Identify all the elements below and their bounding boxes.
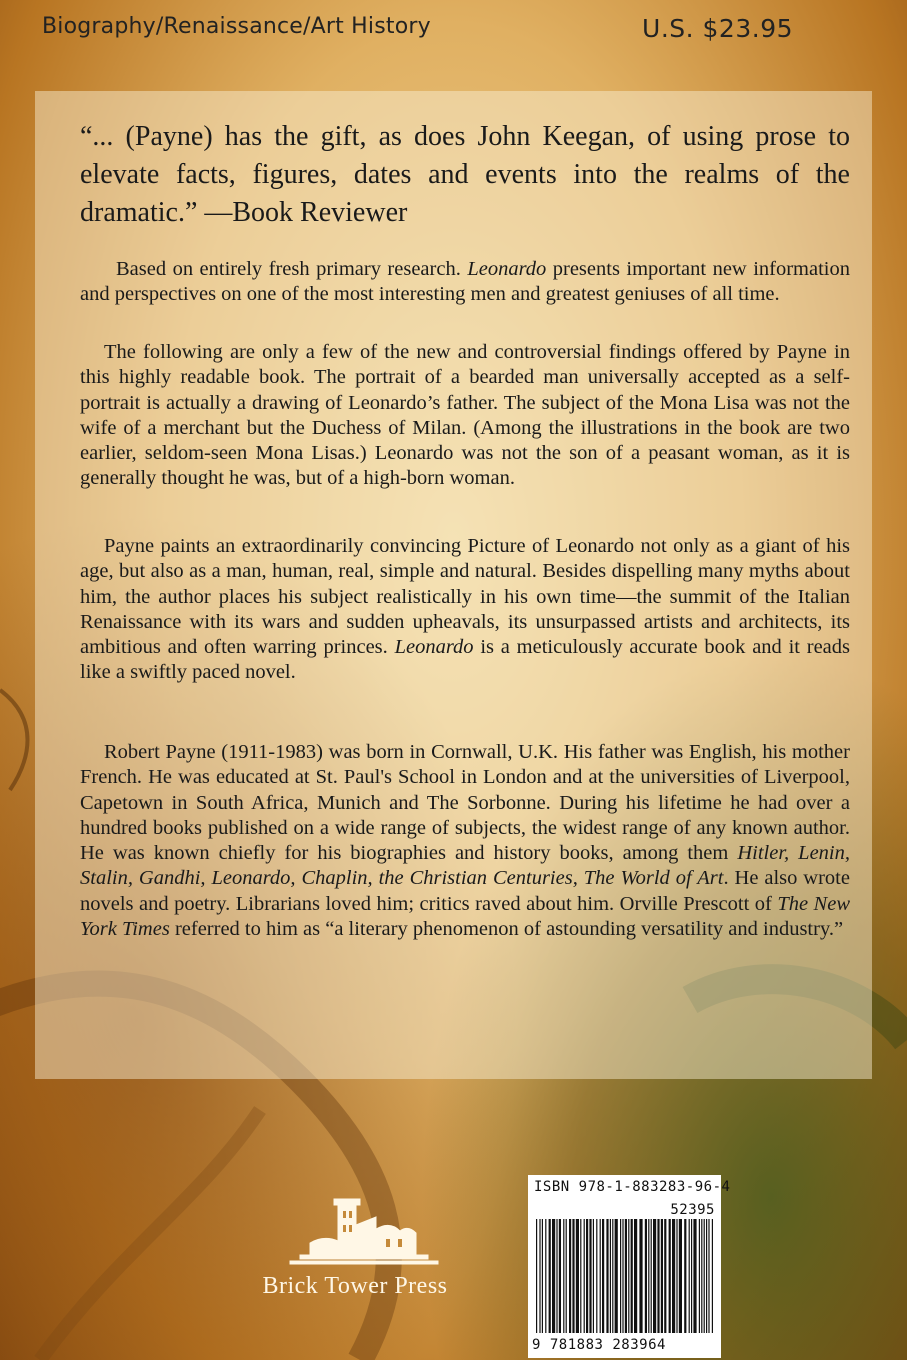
category-label: Biography/Renaissance/Art History <box>42 14 431 39</box>
barcode-bars <box>536 1219 714 1337</box>
isbn-barcode <box>528 1175 731 1358</box>
p3-title-italic: Leonardo <box>394 636 474 659</box>
review-quote: “... (Payne) has the gift, as does John Keegan, of using prose to elevate facts, figures, dates and events into the realms of the dramatic.” —Book Reviewer <box>80 121 850 228</box>
barcode-digits: 9 781883 283964 <box>532 1337 666 1353</box>
p1-title-italic: Leonardo <box>467 258 547 280</box>
p4-text-c: referred to him as “a literary phenomenon of astounding versatility and industry.” <box>169 918 844 941</box>
description-paragraph-2: The following are only a few of the new and controversial findings offered by Payne in this highly readable book. The portrait of a bearded man universally accepted as a self-portrait is actually a drawing of Leonardo’s father. The subject of the Mona Lisa was not the wife of a merchant but the Duchess of Milan. (Among the illustrations in the book are two earlier, seldom-seen Mona Lisas.) Leonardo was not the son of a peasant woman, as it is generally thought he was, but of a high-born woman. <box>80 341 850 490</box>
tower-building-icon <box>230 1195 480 1275</box>
p1-text-a: Based on entirely fresh primary research. <box>116 258 468 280</box>
p3-text-b: is a meticulously accurate book and it reads like a swiftly paced novel. <box>80 636 851 684</box>
p3-text-a: Payne paints an extraordinarily convincing Picture of Leonardo not only as a giant of his age, but also as a man, human, real, simple and natural. Besides dispelling many myths about him, the author places his subject realistically in his own time—the summit of the Italian Renaissance with its wars and sudden upheavals, its unsurpassed artists and architects, its ambitious and often warring princes. <box>80 535 850 659</box>
p4-works-italic: Hitler, Lenin, Stalin, Gandhi, Leonardo, Chaplin, the Christian Centuries, The World of Art <box>80 842 850 890</box>
p4-text-b: . He also wrote novels and poetry. Librarians loved him; critics raved about him. Orville Prescott of <box>80 867 850 915</box>
description-paragraph-1 <box>80 257 850 308</box>
author-bio-paragraph <box>80 740 850 942</box>
price-label: U.S. $23.95 <box>642 14 793 43</box>
publisher-name: Brick Tower Press <box>262 1273 448 1299</box>
p4-text-a: Robert Payne (1911-1983) was born in Cornwall, U.K. His father was English, his mother French. He was educated at St. Paul's School in London and at the universities of Liverpool, Capetown in South Africa, Munich and The Sorbonne. During his lifetime he had over a hundred books published on a wide range of subjects, the widest range of any known author. He was known chiefly for his biographies and history books, among them <box>80 741 850 865</box>
barcode-price-code: 52395 <box>670 1202 715 1218</box>
publisher-logo <box>230 1195 480 1305</box>
p4-newspaper-italic: The New York Times <box>80 892 850 941</box>
p1-text-b: presents important new information and perspectives on one of the most interesting men and greatest geniuses of all time. <box>80 258 850 306</box>
isbn-number: ISBN 978-1-883283-96-4 <box>534 1179 731 1195</box>
description-paragraph-3 <box>80 534 850 686</box>
